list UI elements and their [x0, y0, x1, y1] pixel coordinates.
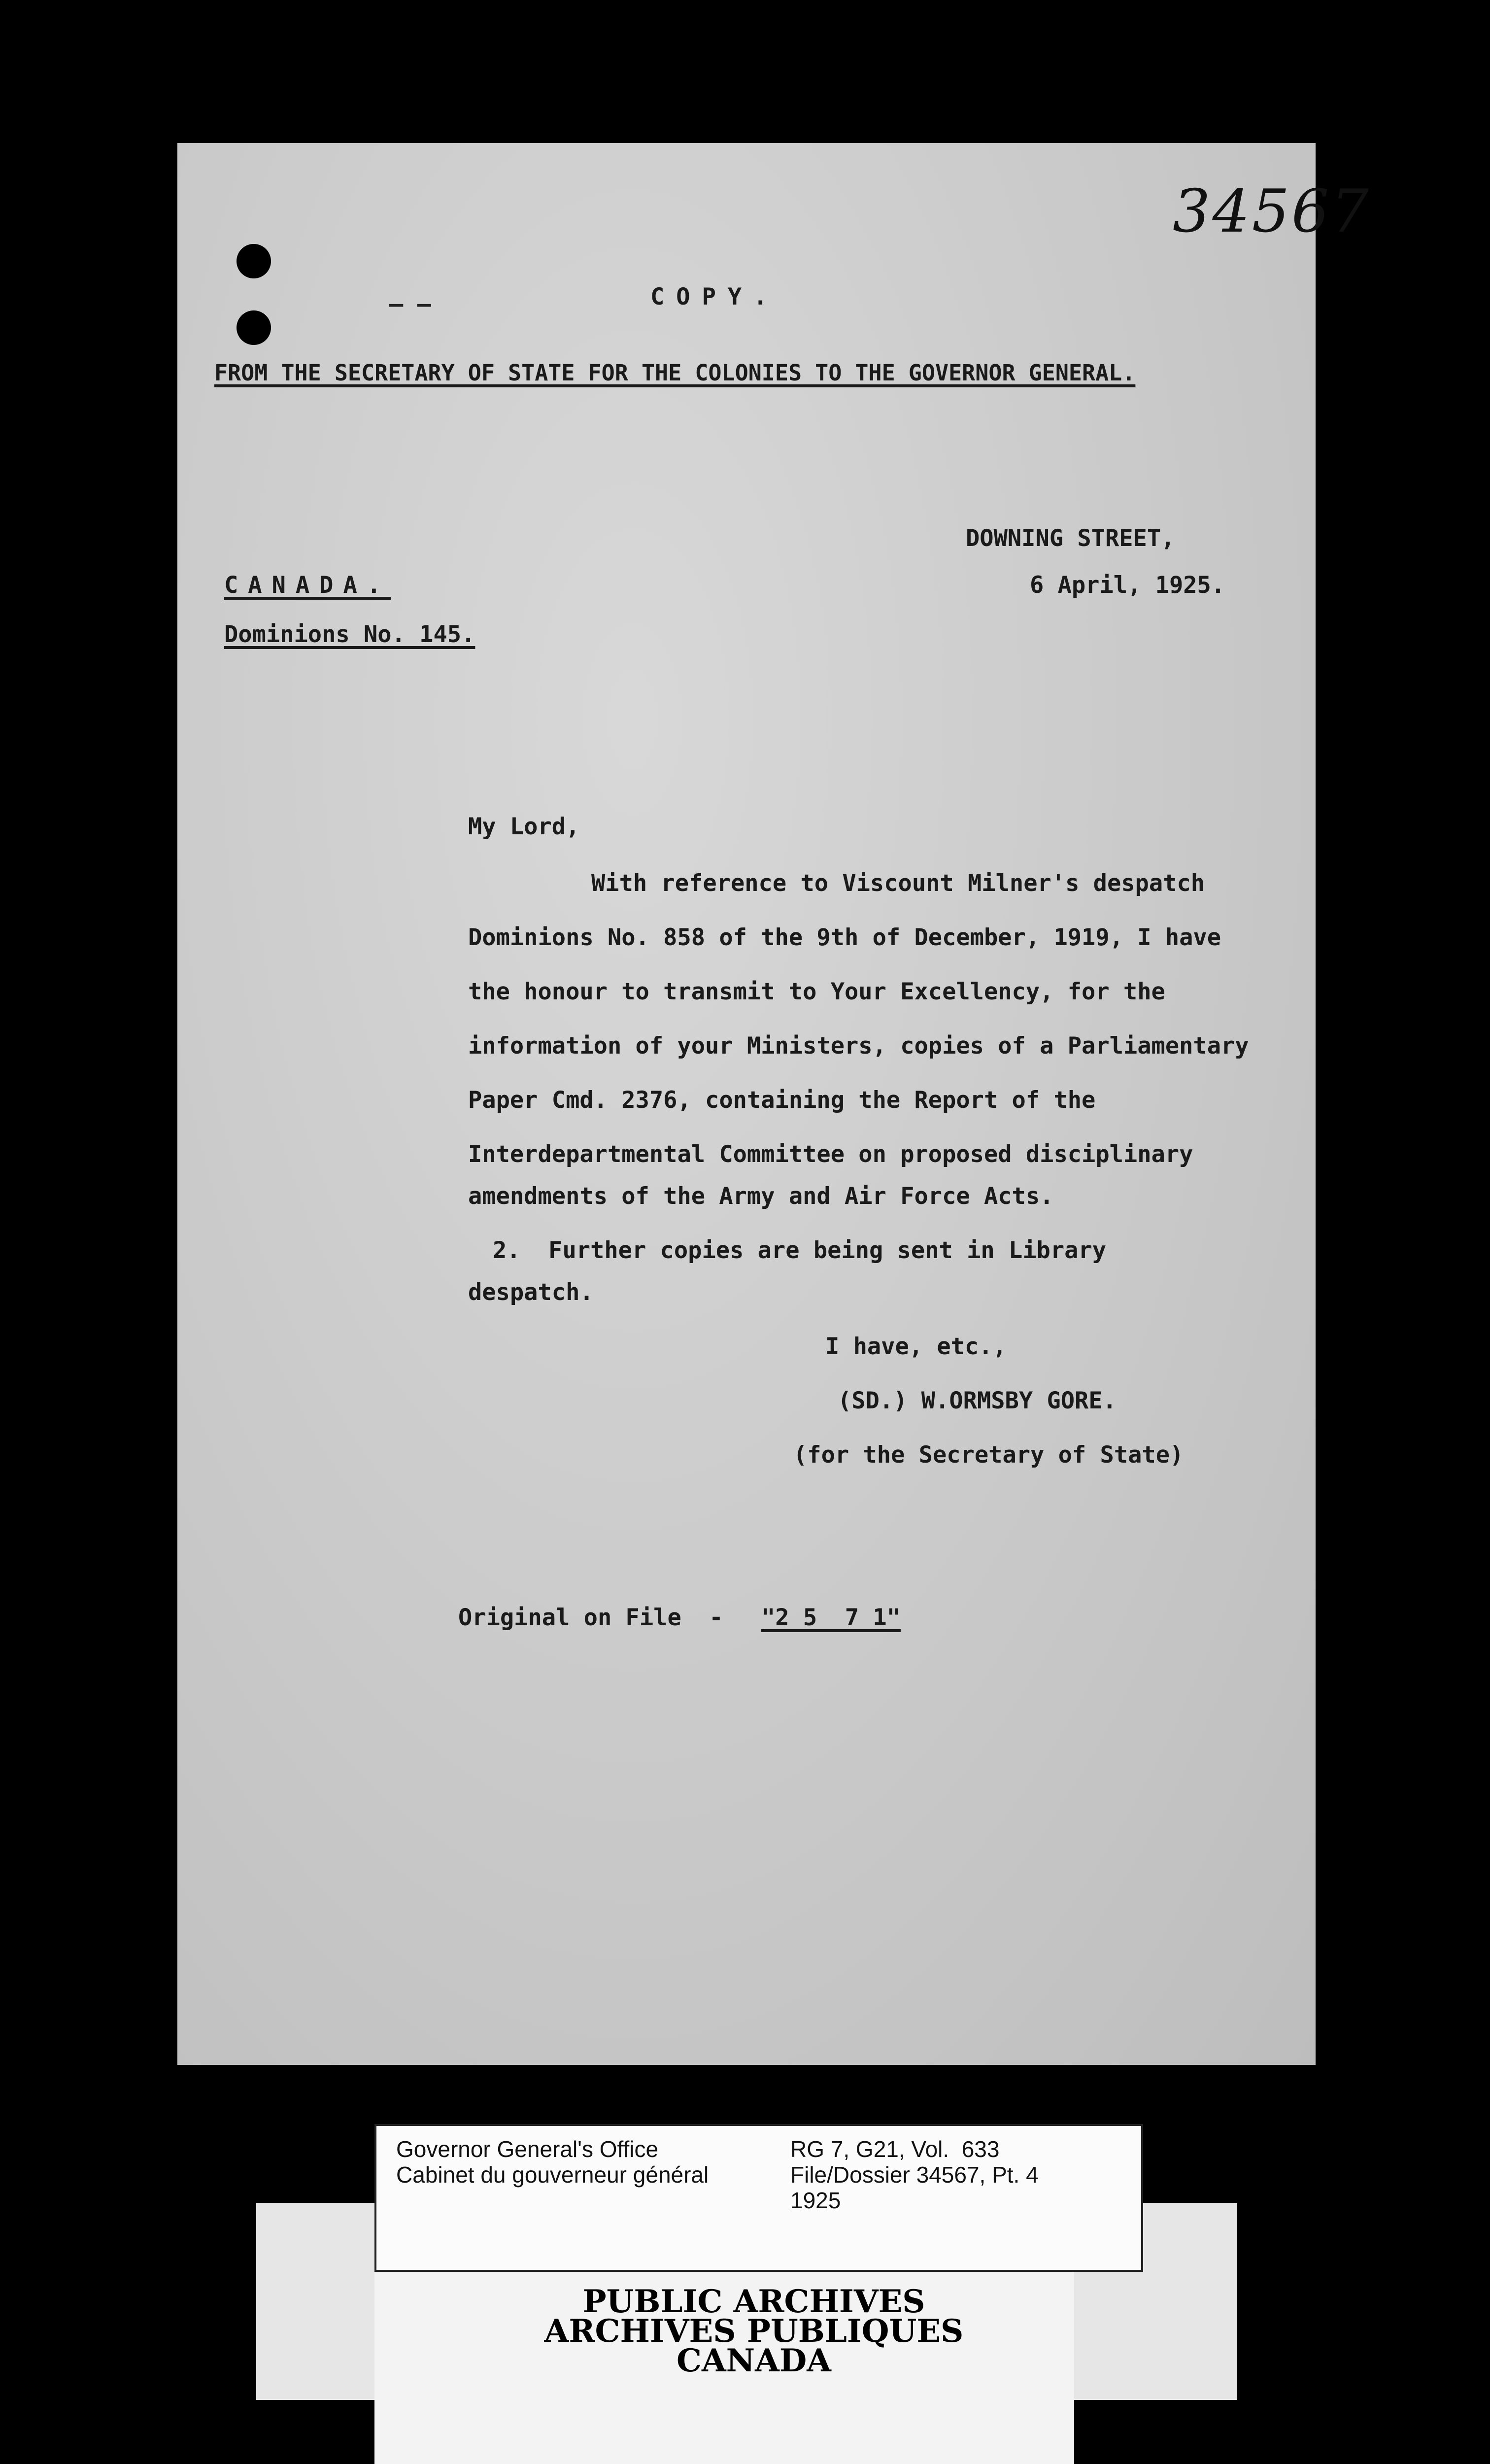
- document-heading: COPY.: [650, 283, 779, 310]
- original-on-file-label: Original on File -: [458, 1604, 723, 1631]
- punch-hole-top: [237, 244, 271, 278]
- punch-hole-bottom: [237, 310, 271, 345]
- body-line: Interdepartmental Committee on proposed disciplinary: [468, 1141, 1193, 1168]
- archives-stamp-line-3: CANADA: [677, 2342, 831, 2379]
- archives-stamp-line-1: PUBLIC ARCHIVES: [582, 2283, 925, 2320]
- signature-title: (for the Secretary of State): [793, 1441, 1184, 1469]
- body-line: Paper Cmd. 2376, containing the Report of the: [468, 1087, 1096, 1114]
- signature: (SD.) W.ORMSBY GORE.: [838, 1387, 1117, 1414]
- body-line: the honour to transmit to Your Excellency, for the: [468, 978, 1165, 1005]
- date-line: 6 April, 1925.: [1030, 572, 1225, 599]
- dash-mark: — —: [389, 291, 431, 318]
- archive-file: File/Dossier 34567, Pt. 4: [790, 2162, 1039, 2188]
- paragraph-2-line: despatch.: [468, 1279, 594, 1306]
- body-line: With reference to Viscount Milner's despatch: [591, 870, 1205, 897]
- handwritten-page-number: 34567: [1173, 177, 1371, 246]
- address-line: DOWNING STREET,: [966, 525, 1175, 552]
- body-line: Dominions No. 858 of the 9th of December, 1919, I have: [468, 924, 1221, 951]
- body-line: amendments of the Army and Air Force Acts.: [468, 1183, 1054, 1210]
- paragraph-2-line: 2. Further copies are being sent in Library: [493, 1237, 1107, 1264]
- from-line: FROM THE SECRETARY OF STATE FOR THE COLONIES TO THE GOVERNOR GENERAL.: [214, 360, 1136, 386]
- closing: I have, etc.,: [825, 1333, 1007, 1360]
- body-line: information of your Ministers, copies of a Parliamentary: [468, 1032, 1249, 1060]
- office-english: Governor General's Office: [396, 2136, 659, 2162]
- salutation: My Lord,: [468, 813, 580, 840]
- document-page: [177, 143, 1371, 2065]
- country-line: CANADA.: [224, 572, 391, 599]
- archives-stamp-line-2: ARCHIVES PUBLIQUES: [544, 2313, 964, 2350]
- reference-line: Dominions No. 145.: [224, 621, 475, 648]
- original-on-file-number: "2 5 7 1": [761, 1604, 901, 1631]
- archive-label: [374, 2124, 1143, 2272]
- office-french: Cabinet du gouverneur général: [396, 2162, 709, 2188]
- archive-year: 1925: [790, 2188, 841, 2213]
- archive-reference: RG 7, G21, Vol. 633: [790, 2136, 1000, 2162]
